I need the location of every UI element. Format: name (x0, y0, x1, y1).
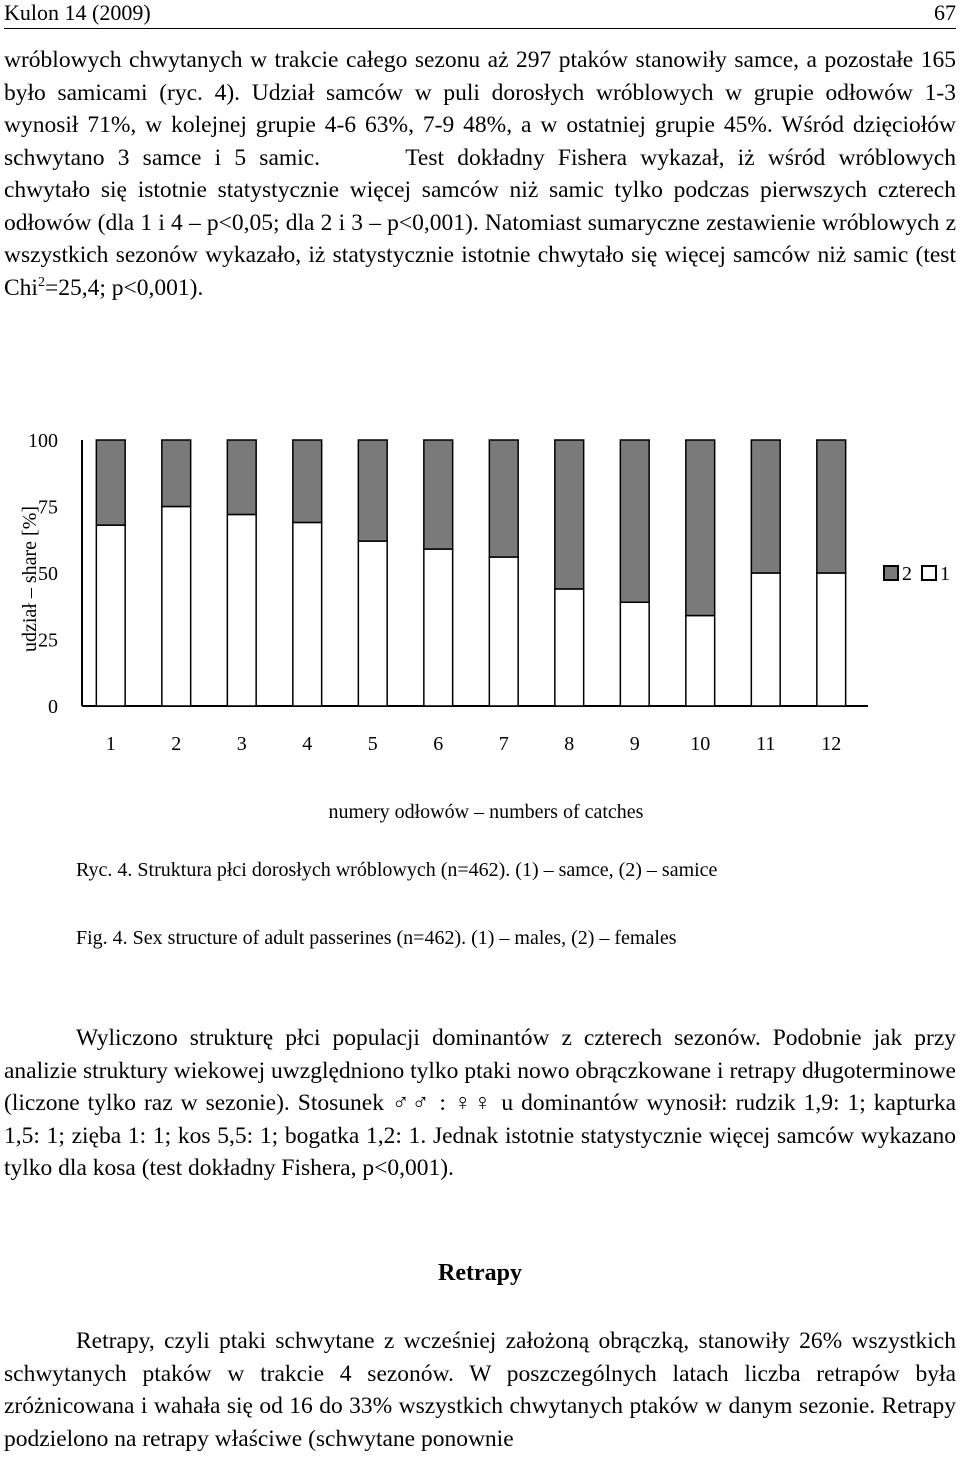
bar-segment-series-2 (620, 440, 649, 602)
bar-segment-series-1 (751, 573, 780, 706)
chart-axes (82, 440, 868, 706)
bar-segment-series-1 (686, 616, 715, 706)
bar-segment-series-1 (227, 514, 256, 706)
legend-swatch-2 (884, 566, 898, 580)
x-tick-label: 9 (629, 733, 640, 755)
journal-title: Kulon 14 (2009) (4, 0, 151, 25)
x-axis-label: numery odłowów – numbers of catches (328, 801, 644, 823)
bar-segment-series-2 (817, 440, 846, 573)
figure-caption-polish: Ryc. 4. Struktura płci dorosłych wróblowych (n=462). (1) – samce, (2) – samice (76, 859, 718, 881)
bar-segment-series-1 (358, 541, 387, 706)
figure-caption-english: Fig. 4. Sex structure of adult passerines (n=462). (1) – males, (2) – females (76, 927, 677, 949)
page-number: 67 (934, 0, 956, 25)
legend-label-1: 1 (940, 563, 950, 585)
bar-segment-series-1 (817, 573, 846, 706)
paragraph-text: Test dokładny Fishera wykazał, iż wśród wróblowych chwytało się istotnie statystycznie więcej samców niż samic tylko podczas pierwszych czterech odłowów (dla 1 i 4 – p<0,05; dla 2 i 3 – p<0,001). Natomiast sumaryczne zestawienie wróblowych z wszystkich sezonów wykazało, iż statystycznie istotnie chwytało się więcej samców niż samic (test Chi (4, 144, 956, 301)
bar-segment-series-2 (358, 440, 387, 541)
bar-segment-series-1 (424, 549, 453, 706)
bar-segment-series-1 (96, 525, 125, 706)
bar-segment-series-2 (162, 440, 191, 507)
section-heading: Retrapy (438, 1260, 522, 1286)
sex-structure-chart (0, 420, 960, 840)
bar-segment-series-2 (489, 440, 518, 557)
paragraph-sex-structure (4, 44, 956, 304)
bar-segment-series-1 (162, 507, 191, 707)
running-header (4, 0, 956, 29)
bar-segment-series-1 (620, 602, 649, 706)
y-tick-label: 75 (38, 496, 58, 519)
bar-segment-series-1 (293, 522, 322, 706)
x-tick-label: 5 (367, 733, 378, 755)
y-tick-label: 25 (38, 629, 58, 652)
x-tick-label: 4 (302, 733, 313, 755)
paragraph-text: wróblowych chwytanych w trakcie całego sezonu aż 297 ptaków stanowiły samce, a pozostałe 165 było samicami (ryc. 4). Udział samców w puli dorosłych wróblowych w grupie odłowów 1-3 wynosił 71%, w kolejnej grupie 4-6 63%, 7-9 48%, a w ostatniej grupie 45%. Wśród dzięciołów schwytano 3 samce i 5 samic. (4, 47, 956, 171)
x-tick-label: 10 (690, 733, 711, 755)
y-tick-label: 0 (48, 696, 58, 718)
chart-legend (884, 563, 950, 585)
bar-segment-series-2 (227, 440, 256, 514)
bar-segment-series-2 (424, 440, 453, 549)
x-tick-label: 6 (433, 733, 444, 755)
legend-swatch-1 (922, 566, 936, 580)
legend-label-2: 2 (902, 563, 912, 585)
x-tick-label: 7 (498, 733, 509, 755)
paragraph-dominants: Wyliczono strukturę płci populacji dominantów z czterech sezonów. Podobnie jak przy analizie struktury wiekowej uwzględniono tylko ptaki nowo obrączkowane i retrapy długoterminowe (liczone tylko raz w sezonie). Stosunek ♂♂ : ♀♀ u dominantów wynosił: rudzik 1,9: 1; kapturka 1,5: 1; zięba 1: 1; kos 5,5: 1; bogatka 1,2: 1. Jednak istotnie statystycznie więcej samców wykazano tylko dla kosa (test dokładny Fishera, p<0,001). (4, 1025, 956, 1181)
x-tick-label: 11 (756, 733, 776, 755)
y-tick-label: 100 (28, 430, 58, 452)
bar-segment-series-2 (555, 440, 584, 589)
paragraph-retrapy: Retrapy, czyli ptaki schwytane z wcześniej założoną obrączką, stanowiły 26% wszystkich schwytanych ptaków w trakcie 4 sezonów. W poszczególnych latach liczba retrapów była zróżnicowana i wahała się od 16 do 33% wszystkich chwytanych ptaków w danym sezonie. Retrapy podzielono na retrapy właściwe (schwytane ponownie (4, 1328, 956, 1452)
bar-segment-series-2 (751, 440, 780, 573)
x-tick-label: 1 (105, 733, 116, 755)
superscript: 2 (37, 274, 45, 290)
x-tick-label: 12 (821, 733, 842, 755)
x-tick-label: 8 (564, 733, 575, 755)
bar-segment-series-2 (686, 440, 715, 616)
bar-segment-series-2 (96, 440, 125, 525)
bar-segment-series-1 (555, 589, 584, 706)
bar-segment-series-1 (489, 557, 518, 706)
chart-bars (96, 440, 845, 706)
y-tick-label: 50 (38, 563, 58, 585)
x-tick-label: 3 (236, 733, 247, 755)
paragraph-text: =25,4; p<0,001). (44, 274, 204, 301)
x-tick-label: 2 (171, 733, 182, 755)
bar-segment-series-2 (293, 440, 322, 522)
y-axis-label: udział – share [%] (19, 505, 41, 653)
